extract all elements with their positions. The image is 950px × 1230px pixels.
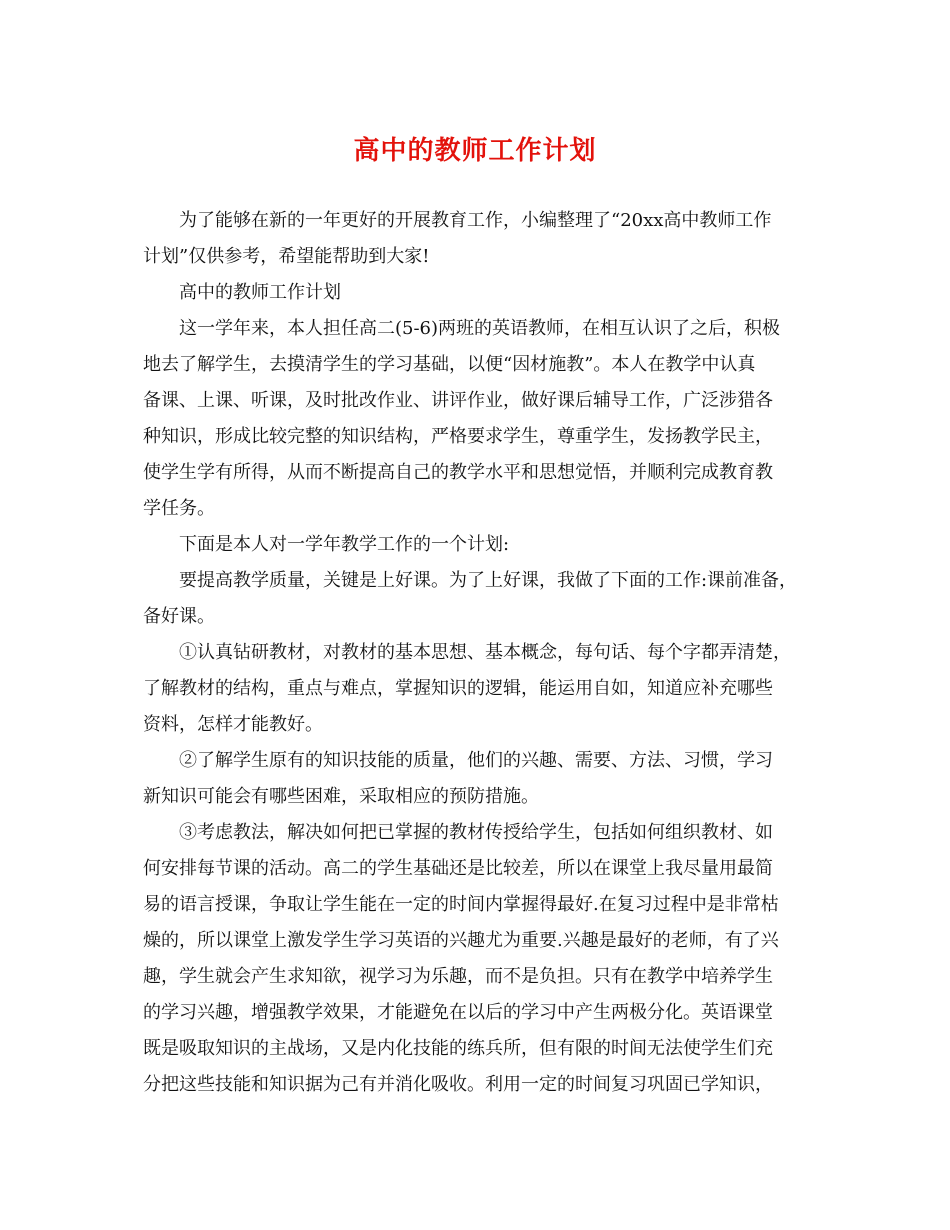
paragraph-line: 燥的，所以课堂上激发学生学习英语的兴趣尤为重要.兴趣是最好的老师，有了兴: [143, 930, 779, 951]
paragraph-line: 的学习兴趣，增强教学效果，才能避免在以后的学习中产生两极分化。英语课堂: [143, 1002, 773, 1023]
paragraph-line: 备好课。: [143, 606, 215, 627]
paragraph-line: 为了能够在新的一年更好的开展教育工作，小编整理了“20xx高中教师工作: [179, 210, 772, 231]
paragraph-line: 种知识，形成比较完整的知识结构，严格要求学生，尊重学生，发扬教学民主，: [143, 426, 773, 447]
paragraph-line: 学任务。: [143, 498, 215, 519]
paragraph-line: 了解教材的结构，重点与难点，掌握知识的逻辑，能运用自如，知道应补充哪些: [143, 678, 773, 699]
paragraph-line: ①认真钻研教材，对教材的基本思想、基本概念，每句话、每个字都弄清楚，: [179, 642, 791, 663]
paragraph-line: 趣，学生就会产生求知欲，视学习为乐趣，而不是负担。只有在教学中培养学生: [143, 966, 773, 987]
paragraph-line: 下面是本人对一学年教学工作的一个计划:: [179, 534, 510, 555]
paragraph-line: 易的语言授课，争取让学生能在一定的时间内掌握得最好.在复习过程中是非常枯: [143, 894, 779, 915]
paragraph-line: 使学生学有所得，从而不断提高自己的教学水平和思想觉悟，并顺利完成教育教: [143, 462, 773, 483]
paragraph-line: 新知识可能会有哪些困难，采取相应的预防措施。: [143, 786, 539, 807]
paragraph-line: 既是吸取知识的主战场，又是内化技能的练兵所，但有限的时间无法使学生们充: [143, 1038, 773, 1059]
paragraph-line: 计划”仅供参考，希望能帮助到大家!: [143, 246, 430, 267]
section-heading: 高中的教师工作计划: [179, 282, 341, 303]
paragraph-line: 资料，怎样才能教好。: [143, 714, 323, 735]
paragraph-line: ③考虑教法，解决如何把已掌握的教材传授给学生，包括如何组织教材、如: [179, 822, 773, 843]
document-title: 高中的教师工作计划: [353, 136, 597, 166]
paragraph-line: 备课、上课、听课，及时批改作业、讲评作业，做好课后辅导工作，广泛涉猎各: [143, 390, 773, 411]
paragraph-line: ②了解学生原有的知识技能的质量，他们的兴趣、需要、方法、习惯，学习: [179, 750, 773, 771]
paragraph-line: 何安排每节课的活动。高二的学生基础还是比较差，所以在课堂上我尽量用最简: [143, 858, 773, 879]
paragraph-line: 这一学年来，本人担任高二(5-6)两班的英语教师，在相互认识了之后，积极: [179, 318, 781, 339]
paragraph-line: 要提高教学质量，关键是上好课。为了上好课，我做了下面的工作:课前准备，: [179, 570, 798, 591]
paragraph-line: 地去了解学生，去摸清学生的学习基础，以便“因材施教”。本人在教学中认真: [143, 354, 756, 375]
paragraph-line: 分把这些技能和知识据为己有并消化吸收。利用一定的时间复习巩固已学知识，: [143, 1074, 773, 1095]
